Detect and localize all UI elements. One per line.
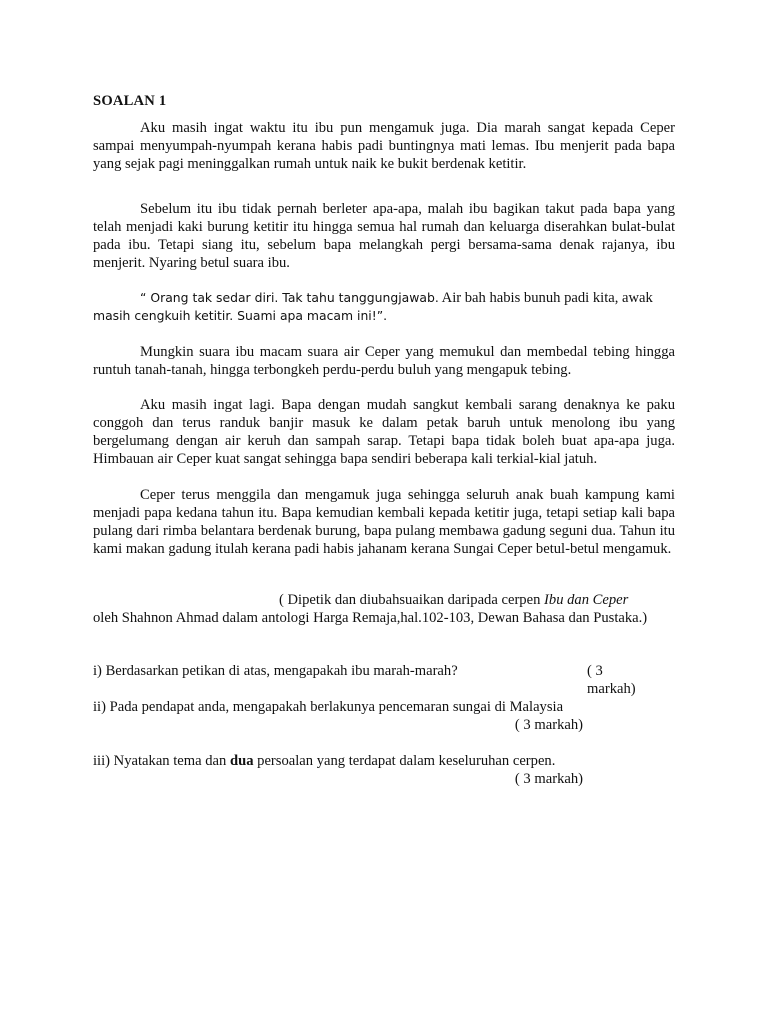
question-2-text: ii) Pada pendapat anda, mengapakah berlakunya pencemaran sungai di Malaysia <box>93 699 564 715</box>
passage-quote <box>93 289 675 325</box>
passage-paragraph-4: Aku masih ingat lagi. Bapa dengan mudah sangkut kembali sarang denaknya ke paku conggoh dan terus randuk banjir masuk ke dalam petak baruh untuk menolong ibu yang bergelumang dengan air keruh dan sampah sarap. Tetapi bapa tidak boleh buat apa-apa juga. Himbauan air Ceper kuat sangat sehingga bapa sendiri beberapa kali terkial-kial jatuh. <box>93 397 675 467</box>
quote-line-2: masih cengkuih ketitir. Suami apa macam ini!”. <box>93 308 388 323</box>
question-3-marks: ( 3 markah) <box>514 771 583 787</box>
question-heading: SOALAN 1 <box>93 93 167 109</box>
passage-paragraph-5: Ceper terus menggila dan mengamuk juga sehingga seluruh anak buah kampung kami menjadi papa kedana tahun itu. Bapa kemudian kembali kepada ketitir juga, tetapi setiap kali bapa pulang dari rimba belantara berdenak burung, bapa pulang membawa gadung seguni dua. Tahun itu kami makan gadung itulah kerana padi habis jahanam kerana Sungai Ceper betul-betul mengamuk. <box>93 487 675 557</box>
source-citation-first-line <box>93 591 675 609</box>
question-3 <box>93 752 593 788</box>
question-3-bold-word: dua <box>229 753 254 769</box>
passage-paragraph-3: Mungkin suara ibu macam suara air Ceper yang memukul dan membedal tebing hingga runtuh tanah-tanah, hingga terbongkeh perdu-perdu buluh yang mengapuk tebing. <box>93 344 675 378</box>
quote-sans-text: “ Orang tak sedar diri. Tak tahu tanggungjawab. <box>140 290 439 305</box>
passage-paragraph-1: Aku masih ingat waktu itu ibu pun mengamuk juga. Dia marah sangat kepada Ceper sampai menyumpah-nyumpah kerana habis padi buntingnya mati lemas. Ibu menjerit pada bapa yang sejak pagi meninggalkan rumah untuk naik ke bukit berdenak ketitir. <box>93 120 675 172</box>
source-prefix: ( Dipetik dan diubahsuaikan daripada cerpen <box>279 592 545 608</box>
source-citation <box>93 591 675 627</box>
question-1 <box>93 662 636 697</box>
source-citation-rest: oleh Shahnon Ahmad dalam antologi Harga Remaja,hal.102-103, Dewan Bahasa dan Pustaka.) <box>93 610 648 626</box>
question-2-marks: ( 3 markah) <box>514 717 583 733</box>
question-1-marks: ( 3 markah) <box>587 663 636 697</box>
passage-paragraph-2: Sebelum itu ibu tidak pernah berleter apa-apa, malah ibu bagikan takut pada bapa yang telah menjadi kaki burung ketitir itu hingga semua hal rumah dan keluarga diserahkan bulat-bulat pada ibu. Tetapi siang itu, sebelum bapa melangkah pergi bersama-sama denak rajanya, ibu menjerit. Nyaring betul suara ibu. <box>93 201 675 271</box>
question-1-text: i) Berdasarkan petikan di atas, mengapakah ibu marah-marah? <box>93 663 458 679</box>
source-story-title: Ibu dan Ceper <box>544 592 629 608</box>
question-3-text-before: iii) Nyatakan tema dan <box>93 753 230 769</box>
question-3-text-after: persoalan yang terdapat dalam keseluruhan cerpen. <box>253 753 556 769</box>
question-2 <box>93 698 593 734</box>
quote-serif-text: Air bah habis bunuh padi kita, awak <box>438 290 653 306</box>
